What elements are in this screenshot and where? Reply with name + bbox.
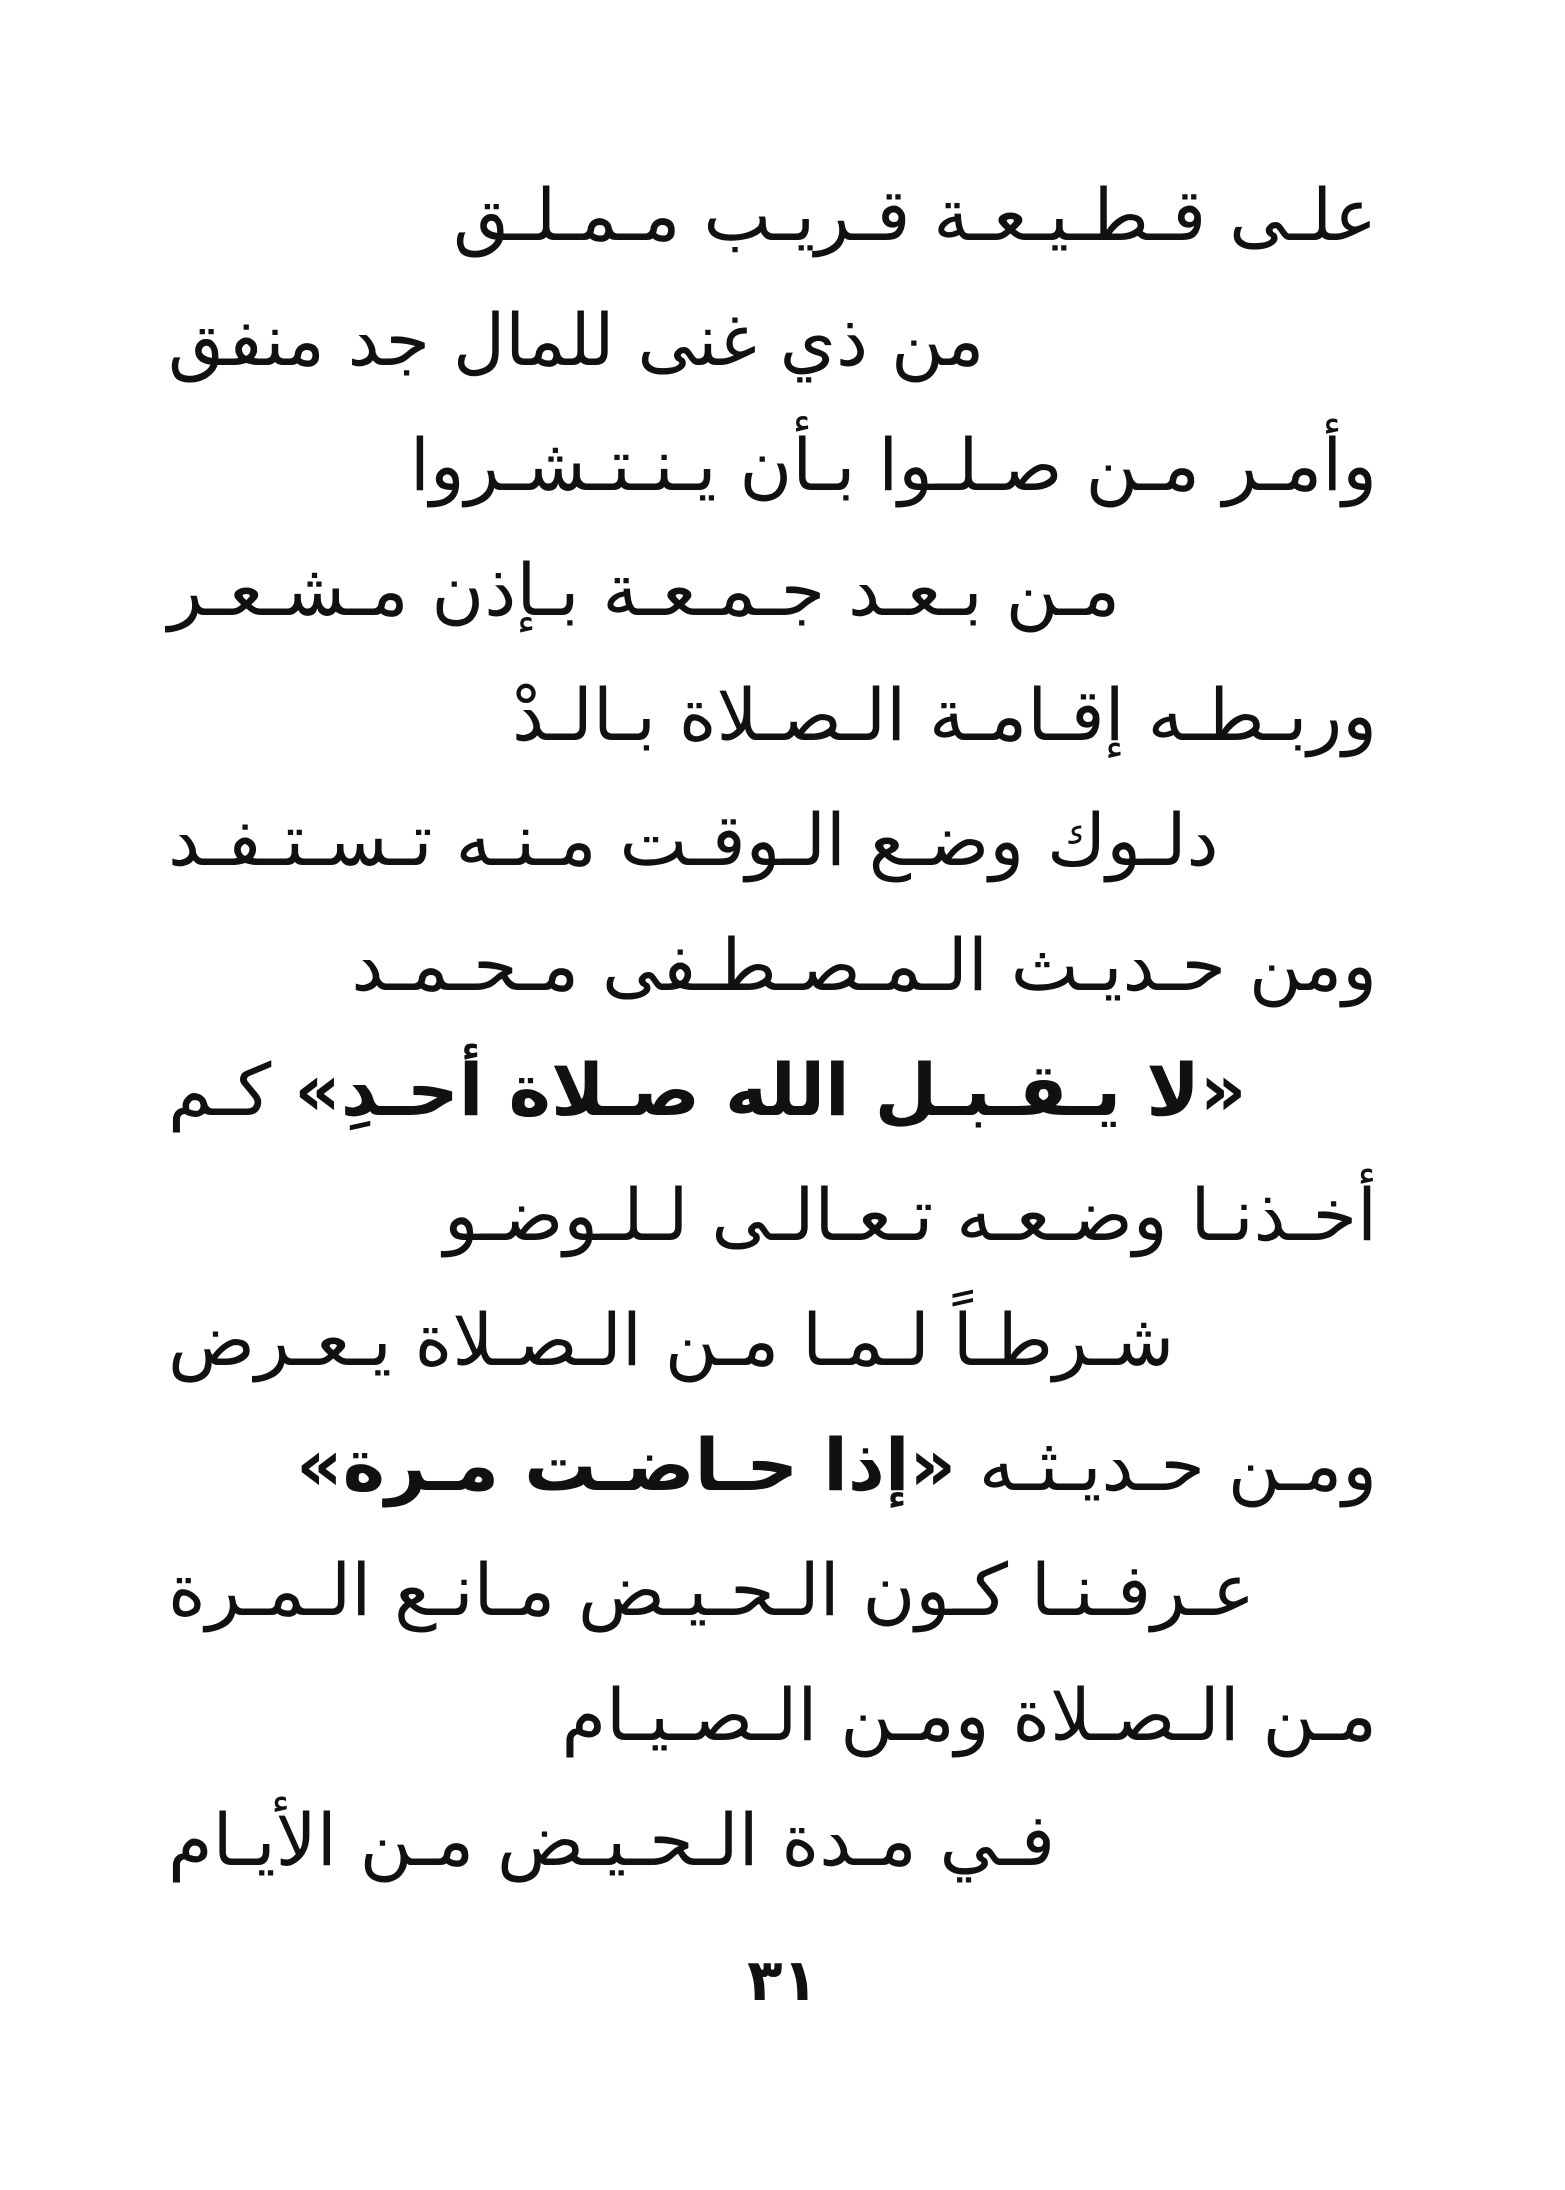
verse-line-2: من ذي غنى للمال جد منفق [168, 298, 985, 382]
verse-line-3: وأمـر مـن صـلـوا بـأن يـنـتـشـروا [409, 423, 1377, 507]
hadith-quote-2: «إذا حـاضـت مـرة» [296, 1423, 957, 1507]
verse-line-9: أخـذنـا وضـعـه تـعـالـى لـلـوضـو [443, 1173, 1377, 1257]
verse-line-13: مـن الـصـلاة ومـن الـصـيـام [561, 1673, 1377, 1757]
verse-line-8 [168, 1040, 1246, 1140]
verse-line-7: ومن حـديـث الـمـصـطـفى مـحـمـد [351, 923, 1377, 1007]
verse-line-14: فـي مـدة الـحـيـض مـن الأيـام [168, 1798, 1056, 1882]
verse-line-4: مـن بـعـد جـمـعـة بـإذن مـشـعـر [168, 548, 1121, 632]
verse-line-11 [296, 1415, 1377, 1515]
verse-line-11-start: ومـن حـديـثـه [978, 1423, 1377, 1507]
verse-line-1: علـى قـطـيـعـة قـريـب مـمـلـق [453, 173, 1377, 257]
page-number: ٣١ [747, 1946, 818, 2014]
verse-line-12: عـرفـنـا كـون الـحـيـض مـانـع الـمـرة [168, 1548, 1255, 1632]
hadith-quote-1: «لا يـقـبـل الله صـلاة أحـدِ» [294, 1048, 1247, 1132]
verse-line-8-end: كـم [168, 1048, 272, 1132]
verse-line-10: شـرطـاً لـمـا مـن الـصـلاة يـعـرض [168, 1298, 1175, 1382]
verse-line-5: وربـطـه إقـامـة الـصـلاة بـالـدْ [512, 673, 1377, 757]
verse-line-6: دلـوك وضـع الـوقـت مـنـه تـسـتـفـد [168, 798, 1219, 882]
